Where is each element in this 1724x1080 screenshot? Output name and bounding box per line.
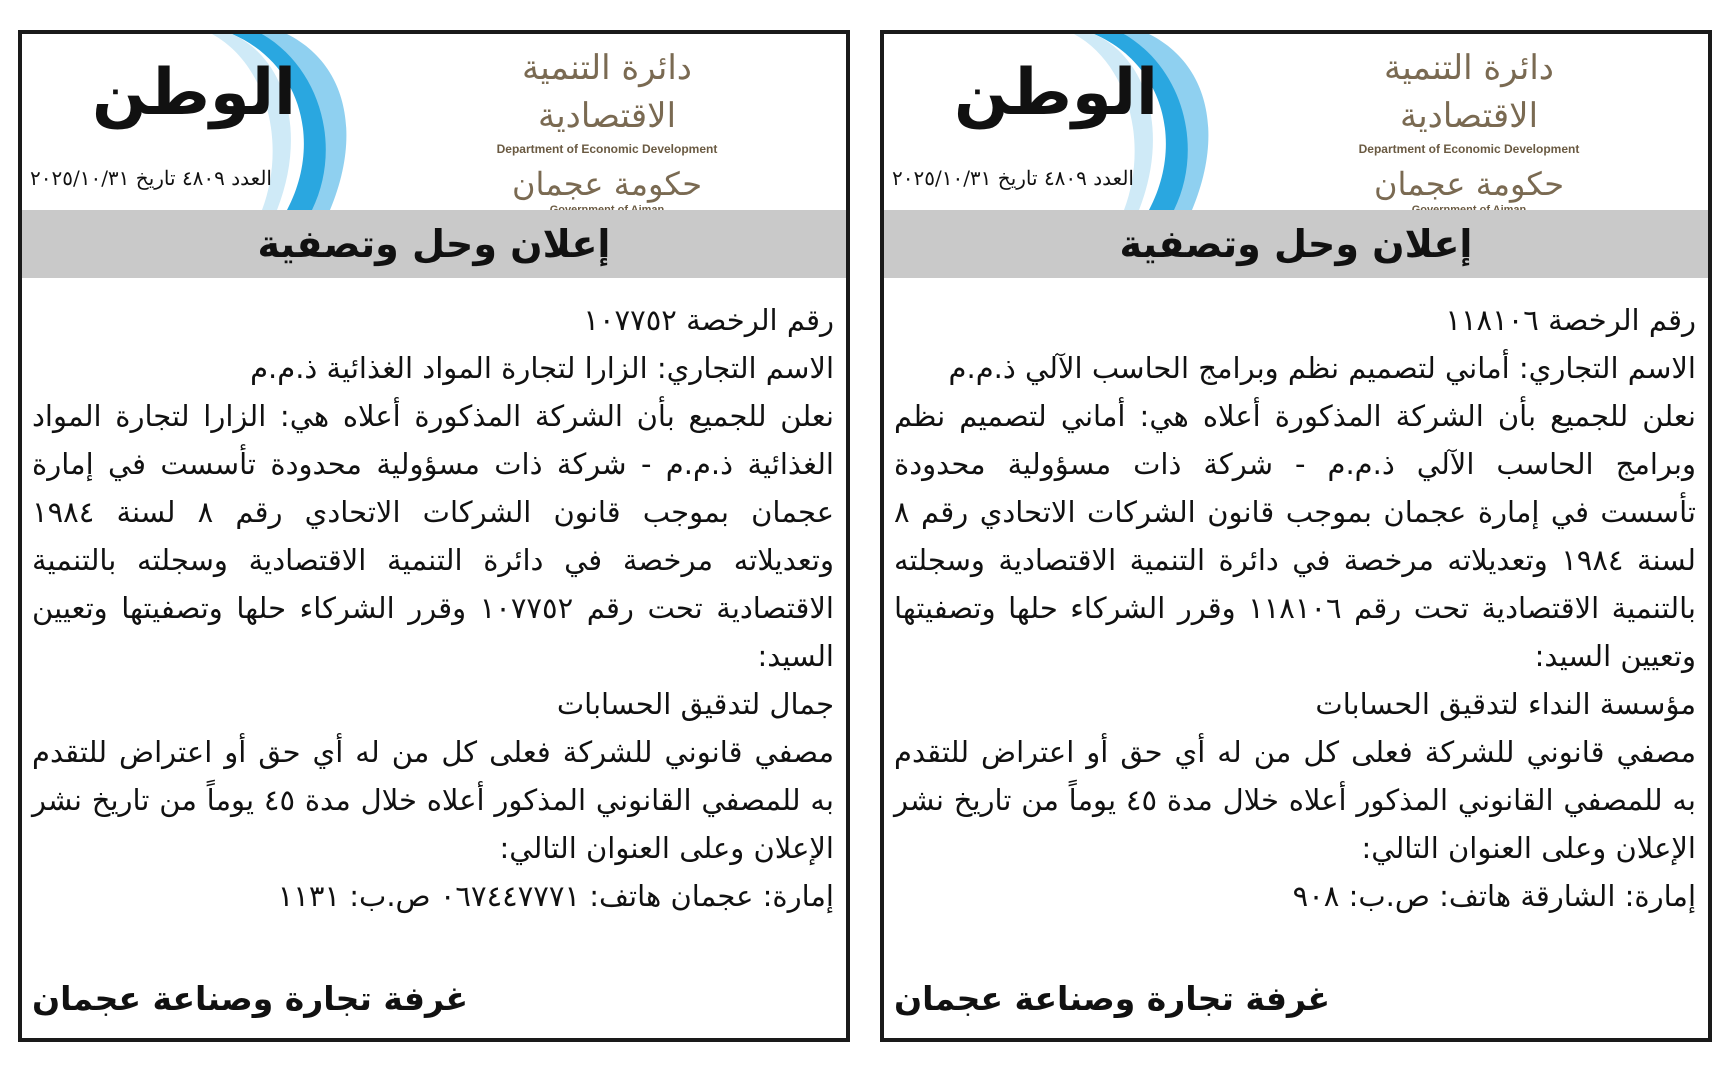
title-band: [22, 210, 846, 278]
issue-date-line: العدد ٤٨٠٩ تاريخ ٢٠٢٥/١٠/٣١: [892, 166, 1134, 190]
newspaper-name: الوطن: [954, 56, 1158, 130]
trade-name-line: الاسم التجاري: أماني لتصميم نظم وبرامج الحاسب الآلي ذ.م.م: [948, 351, 1696, 385]
address-line: إمارة: الشارقة هاتف: ص.ب: ٩٠٨: [1292, 879, 1696, 913]
chamber-signature: غرفة تجارة وصناعة عجمان: [894, 979, 1331, 1018]
license-line: رقم الرخصة ١٠٧٧٥٢: [583, 303, 834, 337]
government-name-ar: حكومة عجمان: [512, 165, 702, 203]
department-name-en: Department of Economic Development: [496, 142, 718, 156]
title-band: [884, 210, 1708, 278]
objection-paragraph: مصفي قانوني للشركة فعلى كل من له أي حق أو اعتراض للتقدم به للمصفي القانوني المذكور أعلاه خلال مدة ٤٥ يوماً من تاريخ نشر الإعلان وعلى العنوان التالي:: [894, 735, 1696, 865]
notice-title: إعلان وحل وتصفية: [257, 222, 611, 266]
license-line: رقم الرخصة ١١٨١٠٦: [1445, 303, 1696, 337]
notice-body: [32, 296, 834, 920]
objection-paragraph: مصفي قانوني للشركة فعلى كل من له أي حق أو اعتراض للتقدم به للمصفي القانوني المذكور أعلاه خلال مدة ٤٥ يوماً من تاريخ نشر الإعلان وعلى العنوان التالي:: [32, 735, 834, 865]
liquidator-name: جمال لتدقيق الحسابات: [556, 687, 834, 721]
announcement-paragraph: نعلن للجميع بأن الشركة المذكورة أعلاه هي: أماني لتصميم نظم وبرامج الحاسب الآلي ذ.م.م - شركة ذات مسؤولية محدودة تأسست في إمارة عجمان بموجب قانون الشركات الاتحادي رقم ٨ لسنة ١٩٨٤ وتعديلاته مرخصة في دائرة التنمية الاقتصادية وسجلته بالتنمية الاقتصادية تحت رقم ١١٨١٠٦ وقرر الشركاء حلها وتصفيتها وتعيين السيد:: [894, 399, 1696, 673]
department-logo: [462, 44, 752, 216]
notice-title: إعلان وحل وتصفية: [1119, 222, 1473, 266]
notice-card-right: [880, 30, 1712, 1042]
masthead: [22, 34, 846, 210]
notice-body: [894, 296, 1696, 920]
department-name-ar: دائرة التنمية الاقتصادية: [522, 48, 692, 136]
announcement-paragraph: نعلن للجميع بأن الشركة المذكورة أعلاه هي: الزارا لتجارة المواد الغذائية ذ.م.م - شركة ذات مسؤولية محدودة تأسست في إمارة عجمان بموجب قانون الشركات الاتحادي رقم ٨ لسنة ١٩٨٤ وتعديلاته مرخصة في دائرة التنمية الاقتصادية وسجلته بالتنمية الاقتصادية تحت رقم ١٠٧٧٥٢ وقرر الشركاء حلها وتصفيتها وتعيين السيد:: [32, 399, 834, 673]
notice-card-left: [18, 30, 850, 1042]
address-line: إمارة: عجمان هاتف: ٠٦٧٤٤٧٧٧١ ص.ب: ١١٣١: [277, 879, 834, 913]
newspaper-name: الوطن: [92, 56, 296, 130]
government-name-ar: حكومة عجمان: [1374, 165, 1564, 203]
department-name-en: Department of Economic Development: [1358, 142, 1580, 156]
issue-date-line: العدد ٤٨٠٩ تاريخ ٢٠٢٥/١٠/٣١: [30, 166, 272, 190]
liquidator-name: مؤسسة النداء لتدقيق الحسابات: [1315, 687, 1696, 721]
department-logo: [1324, 44, 1614, 216]
chamber-signature: غرفة تجارة وصناعة عجمان: [32, 979, 469, 1018]
department-name-ar: دائرة التنمية الاقتصادية: [1384, 48, 1554, 136]
masthead: [884, 34, 1708, 210]
trade-name-line: الاسم التجاري: الزارا لتجارة المواد الغذائية ذ.م.م: [250, 351, 834, 385]
